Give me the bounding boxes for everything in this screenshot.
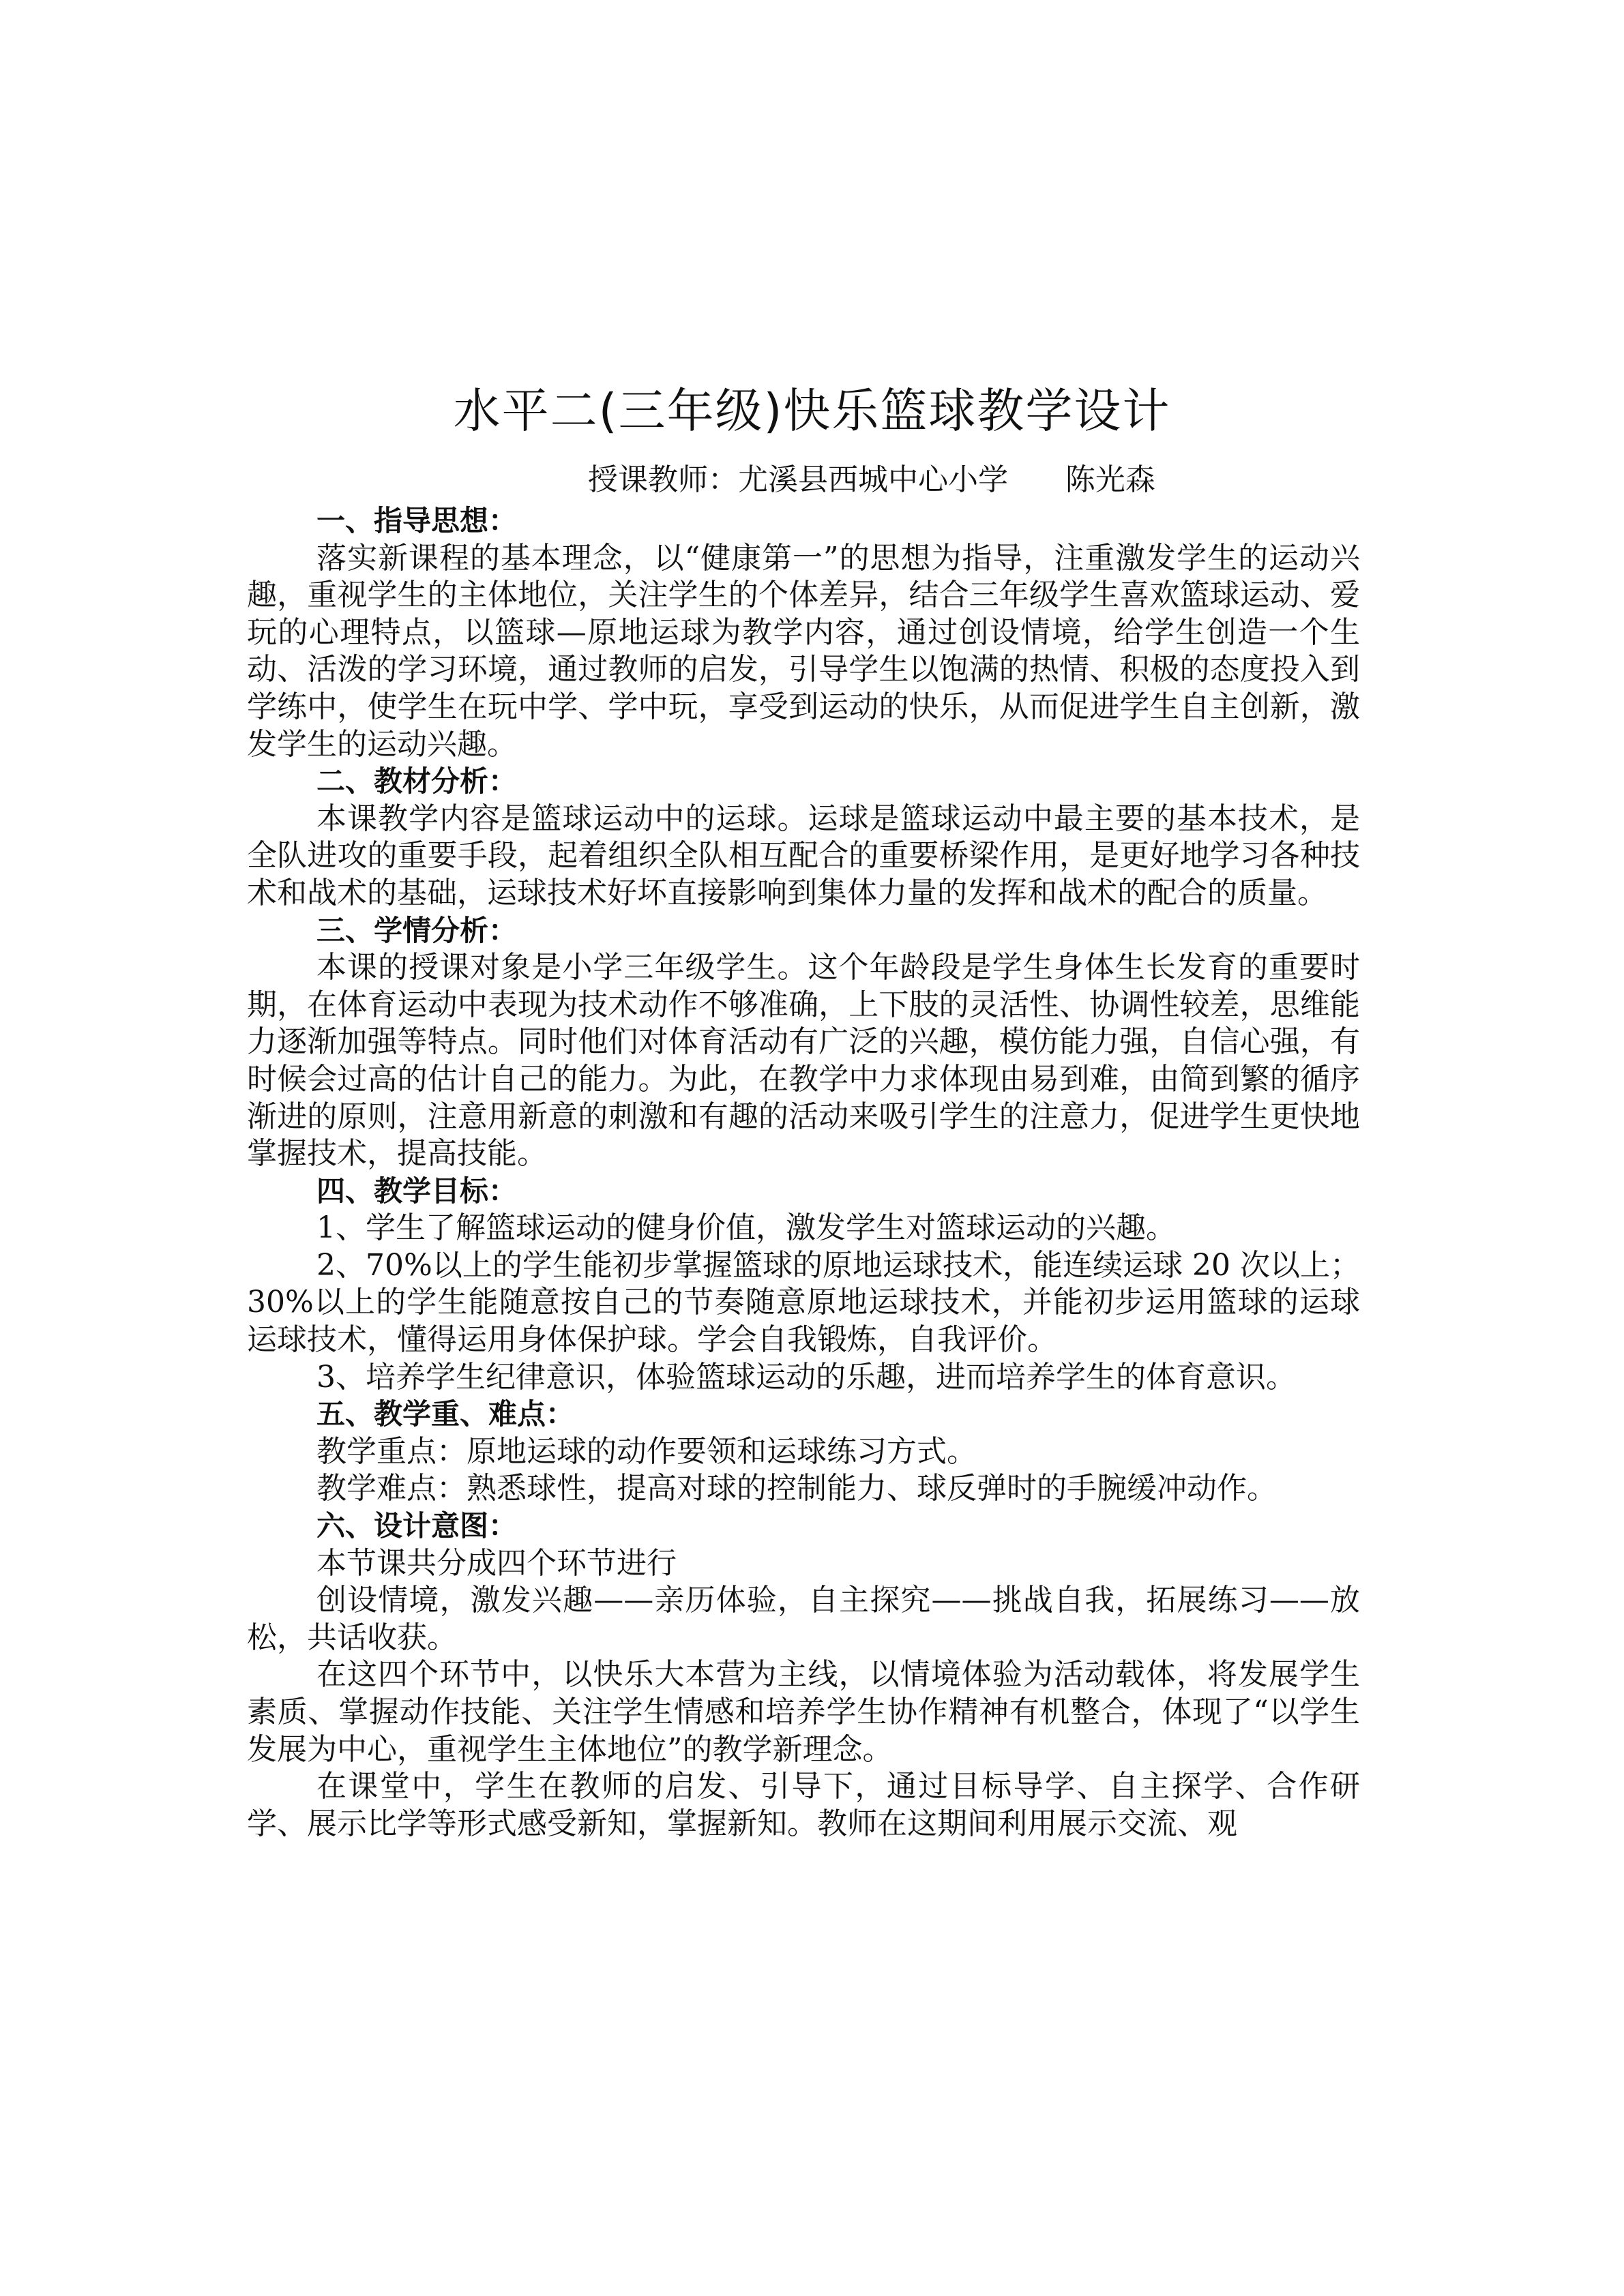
goal-item: 3、培养学生纪律意识，体验篮球运动的乐趣，进而培养学生的体育意识。 xyxy=(316,1359,1296,1395)
document-title: 水平二(三年级)快乐篮球教学设计 xyxy=(453,384,1171,438)
section-heading-design-intent: 六、设计意图： xyxy=(316,1509,518,1543)
paragraph: 在这四个环节中，以快乐大本营为主线，以情境体验为活动载体，将发展学生素质、掌握动作技能、关注学生情感和培养学生协作精神有机整合，体现了“以学生发展为中心，重视学生主体地位”的教学新理念。 xyxy=(247,1657,1360,1767)
paragraph: 本节课共分成四个环节进行 xyxy=(316,1545,677,1581)
paragraph: 教学重点：原地运球的动作要领和运球练习方式。 xyxy=(316,1433,977,1469)
section-heading-material-analysis: 二、教材分析： xyxy=(316,764,518,799)
section-heading-key-points: 五、教学重、难点： xyxy=(316,1397,575,1431)
paragraph: 本课教学内容是篮球运动中的运球。运球是篮球运动中最主要的基本技术，是全队进攻的重要手段，起着组织全队相互配合的重要桥梁作用，是更好地学习各种技术和战术的基础，运球技术好坏直接影响到集体力量的发挥和战术的配合的质量。 xyxy=(247,801,1360,910)
paragraph: 落实新课程的基本理念，以“健康第一”的思想为指导，注重激发学生的运动兴趣，重视学生的主体地位，关注学生的个体差异，结合三年级学生喜欢篮球运动、爱玩的心理特点，以篮球—原地运球为教学内容，通过创设情境，给学生创造一个生动、活泼的学习环境，通过教师的启发，引导学生以饱满的热情、积极的态度投入到学练中，使学生在玩中学、学中玩，享受到运动的快乐，从而促进学生自主创新，激发学生的运动兴趣。 xyxy=(247,540,1360,762)
section-heading-guiding-thought: 一、指导思想： xyxy=(316,504,518,537)
section-heading-student-analysis: 三、学情分析： xyxy=(316,913,518,947)
document-body xyxy=(247,503,1360,1843)
paragraph: 在课堂中，学生在教师的启发、引导下，通过目标导学、自主探学、合作研学、展示比学等形式感受新知，掌握新知。教师在这期间利用展示交流、观 xyxy=(247,1769,1360,1841)
paragraph: 教学难点：熟悉球性，提高对球的控制能力、球反弹时的手腕缓冲动作。 xyxy=(316,1471,1277,1506)
goal-item: 1、学生了解篮球运动的健身价值，激发学生对篮球运动的兴趣。 xyxy=(316,1210,1176,1246)
paragraph: 本课的授课对象是小学三年级学生。这个年龄段是学生身体生长发育的重要时期，在体育运动中表现为技术动作不够准确，上下肢的灵活性、协调性较差，思维能力逐渐加强等特点。同时他们对体育活动有广泛的兴趣，模仿能力强，自信心强，有时候会过高的估计自己的能力。为此，在教学中力求体现由易到难，由简到繁的循序渐进的原则，注意用新意的刺激和有趣的活动来吸引学生的注意力，促进学生更快地掌握技术，提高技能。 xyxy=(247,950,1360,1172)
goal-item: 2、70%以上的学生能初步掌握篮球的原地运球技术，能连续运球 20 次以上；30%以上的学生能随意按自己的节奏随意原地运球技术，并能初步运用篮球的运球运球技术，懂得运用身体保护球。学会自我锻炼，自我评价。 xyxy=(247,1247,1360,1358)
paragraph: 创设情境，激发兴趣——亲历体验，自主探究——挑战自我，拓展练习——放松，共话收获。 xyxy=(247,1583,1360,1655)
teacher-byline: 授课教师：尤溪县西城中心小学 陈光森 xyxy=(588,462,1155,497)
section-heading-teaching-goals: 四、教学目标： xyxy=(316,1174,518,1208)
